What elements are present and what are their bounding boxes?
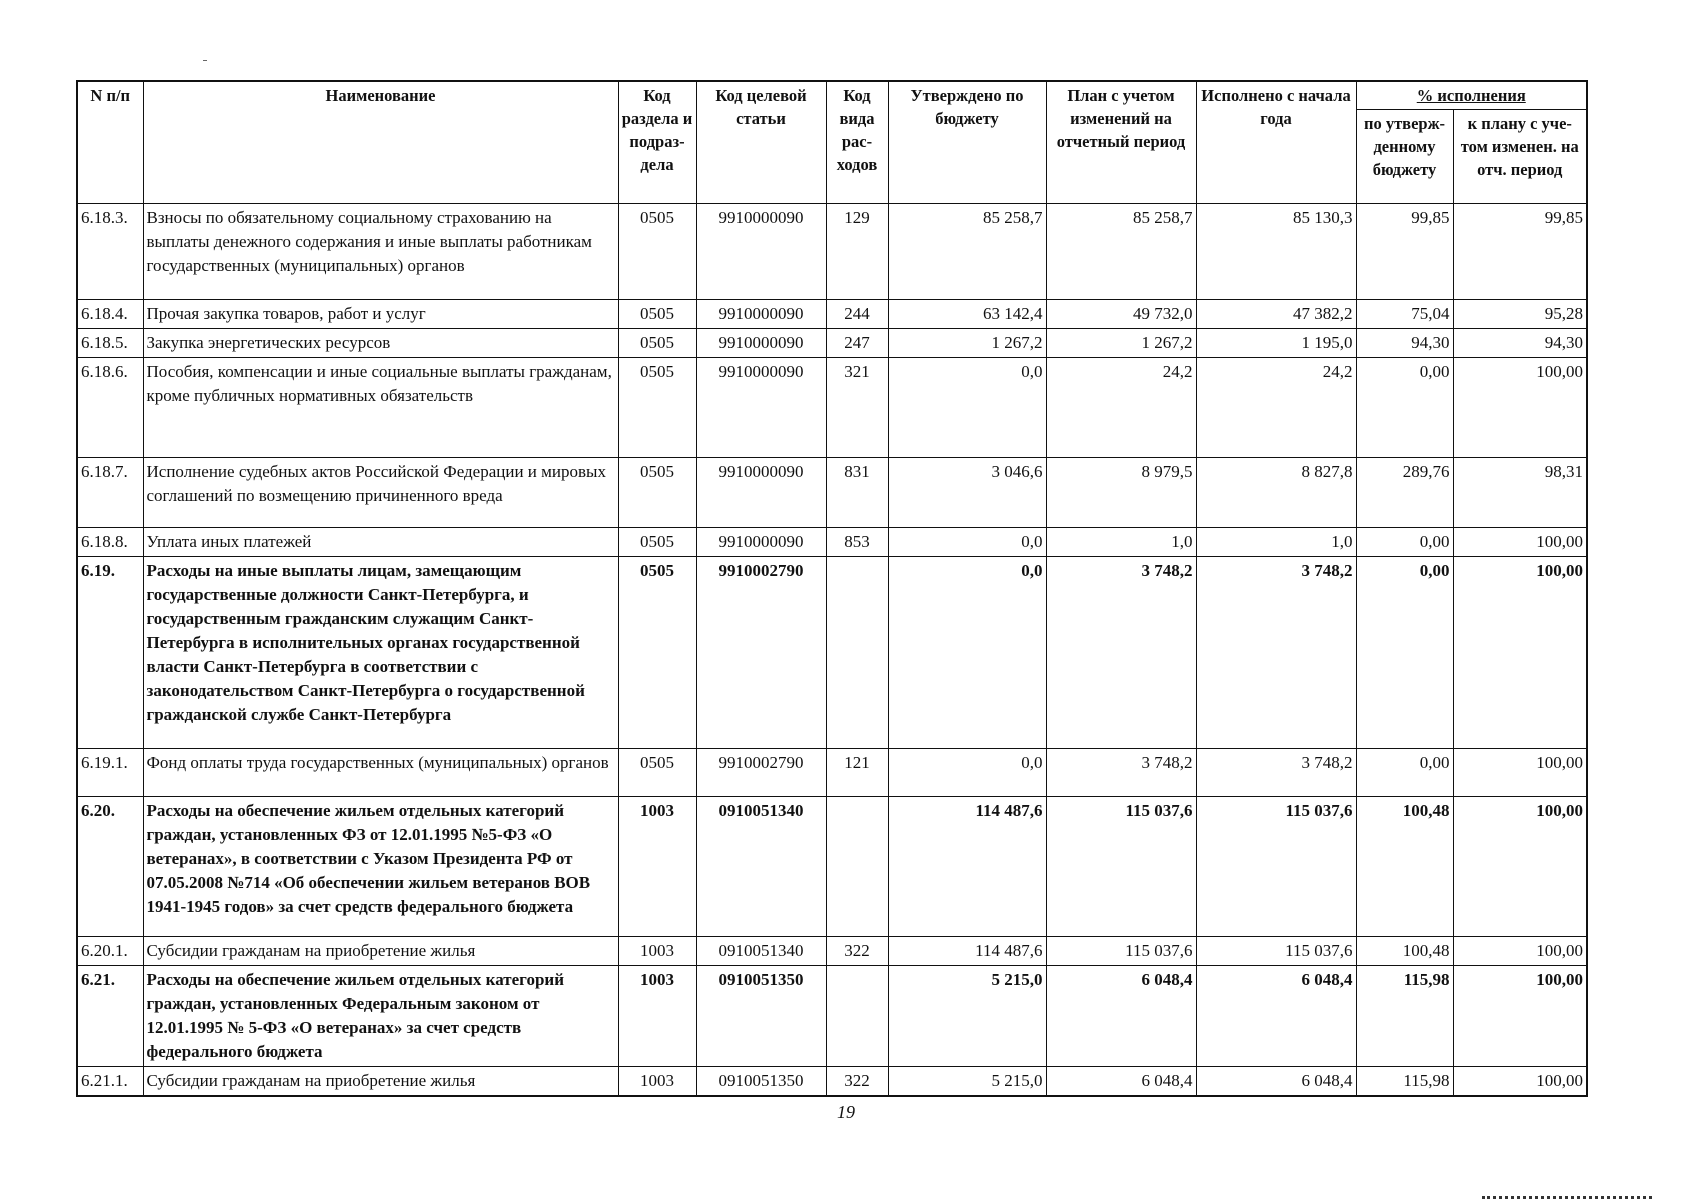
cell-plan: 1,0 [1046, 528, 1196, 557]
table-row [77, 749, 1587, 797]
cell-approved: 114 487,6 [888, 937, 1046, 966]
cell-expense-code [826, 797, 888, 937]
header-n: N п/п [77, 81, 143, 204]
cell-approved: 85 258,7 [888, 204, 1046, 300]
cell-plan: 3 748,2 [1046, 749, 1196, 797]
cell-target-code: 9910000090 [696, 528, 826, 557]
cell-target-code: 9910002790 [696, 749, 826, 797]
cell-plan: 24,2 [1046, 358, 1196, 458]
cell-approved: 3 046,6 [888, 458, 1046, 528]
cell-plan: 115 037,6 [1046, 937, 1196, 966]
cell-section-code: 1003 [618, 1067, 696, 1097]
page-number: 19 [837, 1102, 855, 1122]
cell-pct-approved: 75,04 [1356, 300, 1453, 329]
cell-expense-code: 853 [826, 528, 888, 557]
cell-pct-approved: 115,98 [1356, 966, 1453, 1067]
cell-expense-code: 321 [826, 358, 888, 458]
cell-name: Расходы на обеспечение жильем отдельных категорий граждан, установленных Федеральным законом от 12.01.1995 № 5-ФЗ «О ветеранах» за счет средств федерального бюджета [143, 966, 618, 1067]
cell-executed: 8 827,8 [1196, 458, 1356, 528]
cell-approved: 63 142,4 [888, 300, 1046, 329]
cell-n: 6.20.1. [77, 937, 143, 966]
cell-expense-code: 322 [826, 1067, 888, 1097]
cell-pct-approved: 0,00 [1356, 528, 1453, 557]
table-row [77, 358, 1587, 458]
cell-n: 6.18.4. [77, 300, 143, 329]
cell-plan: 85 258,7 [1046, 204, 1196, 300]
cell-pct-approved: 100,48 [1356, 797, 1453, 937]
cell-executed: 6 048,4 [1196, 1067, 1356, 1097]
cell-pct-plan: 100,00 [1453, 966, 1587, 1067]
cell-pct-plan: 100,00 [1453, 937, 1587, 966]
cell-name: Уплата иных платежей [143, 528, 618, 557]
cell-name: Пособия, компенсации и иные социальные выплаты гражданам, кроме публичных нормативных обязательств [143, 358, 618, 458]
table-row [77, 797, 1587, 937]
cell-name: Взносы по обязательному социальному страхованию на выплаты денежного содержания и иные выплаты работникам государственных (муниципальных) органов [143, 204, 618, 300]
cell-name: Расходы на иные выплаты лицам, замещающим государственные должности Санкт-Петербурга, и государственным гражданским служащим Санкт-Петербурга в исполнительных органах государственной власти Санкт-Петербурга в соответствии с законодательством Санкт-Петербурга о государственной гражданской службе Санкт-Петербурга [143, 557, 618, 749]
cell-n: 6.21.1. [77, 1067, 143, 1097]
cell-executed: 6 048,4 [1196, 966, 1356, 1067]
cell-name: Прочая закупка товаров, работ и услуг [143, 300, 618, 329]
cell-pct-plan: 94,30 [1453, 329, 1587, 358]
cell-pct-plan: 98,31 [1453, 458, 1587, 528]
cell-executed: 1,0 [1196, 528, 1356, 557]
header-plan: План с учетом изменений на отчетный период [1046, 81, 1196, 204]
cell-executed: 3 748,2 [1196, 557, 1356, 749]
header-approved: Утверждено по бюджету [888, 81, 1046, 204]
cell-n: 6.18.7. [77, 458, 143, 528]
cell-pct-approved: 100,48 [1356, 937, 1453, 966]
cell-expense-code [826, 966, 888, 1067]
cell-approved: 0,0 [888, 528, 1046, 557]
cell-pct-plan: 100,00 [1453, 1067, 1587, 1097]
cell-target-code: 0910051350 [696, 1067, 826, 1097]
scan-speck [203, 60, 207, 61]
header-pct-approved: по утверж-денному бюджету [1356, 110, 1453, 204]
header-target-code: Код целевой статьи [696, 81, 826, 204]
cell-target-code: 0910051340 [696, 797, 826, 937]
cell-pct-approved: 94,30 [1356, 329, 1453, 358]
cell-approved: 5 215,0 [888, 966, 1046, 1067]
cell-target-code: 9910000090 [696, 358, 826, 458]
budget-execution-table [76, 80, 1588, 1097]
cell-executed: 115 037,6 [1196, 937, 1356, 966]
cell-pct-plan: 100,00 [1453, 528, 1587, 557]
cell-executed: 3 748,2 [1196, 749, 1356, 797]
cell-plan: 1 267,2 [1046, 329, 1196, 358]
cell-n: 6.20. [77, 797, 143, 937]
table-row [77, 966, 1587, 1067]
cell-executed: 85 130,3 [1196, 204, 1356, 300]
header-pct-plan: к плану с уче-том изменен. на отч. период [1453, 110, 1587, 204]
cell-approved: 5 215,0 [888, 1067, 1046, 1097]
cell-plan: 115 037,6 [1046, 797, 1196, 937]
table-row [77, 458, 1587, 528]
cell-section-code: 0505 [618, 300, 696, 329]
cell-approved: 0,0 [888, 749, 1046, 797]
cell-expense-code: 121 [826, 749, 888, 797]
table-row [77, 937, 1587, 966]
table-row [77, 528, 1587, 557]
table-row [77, 1067, 1587, 1097]
cell-pct-approved: 0,00 [1356, 557, 1453, 749]
cell-approved: 0,0 [888, 557, 1046, 749]
cell-section-code: 0505 [618, 528, 696, 557]
cell-expense-code [826, 557, 888, 749]
cell-n: 6.21. [77, 966, 143, 1067]
cell-n: 6.19. [77, 557, 143, 749]
cell-pct-approved: 0,00 [1356, 358, 1453, 458]
cell-approved: 1 267,2 [888, 329, 1046, 358]
cell-executed: 115 037,6 [1196, 797, 1356, 937]
cell-pct-approved: 289,76 [1356, 458, 1453, 528]
cell-section-code: 0505 [618, 358, 696, 458]
cell-target-code: 0910051350 [696, 966, 826, 1067]
report-sheet [76, 80, 1586, 1097]
cell-executed: 24,2 [1196, 358, 1356, 458]
cell-name: Расходы на обеспечение жильем отдельных категорий граждан, установленных ФЗ от 12.01.1995 №5-ФЗ «О ветеранах», в соответствии с Указом Президента РФ от 07.05.2008 №714 «Об обеспечении жильем ветеранов ВОВ 1941-1945 годов» за счет средств федерального бюджета [143, 797, 618, 937]
cell-section-code: 0505 [618, 458, 696, 528]
cell-pct-plan: 95,28 [1453, 300, 1587, 329]
cell-expense-code: 831 [826, 458, 888, 528]
cell-name: Фонд оплаты труда государственных (муниципальных) органов [143, 749, 618, 797]
table-row [77, 204, 1587, 300]
cell-n: 6.18.8. [77, 528, 143, 557]
cell-approved: 114 487,6 [888, 797, 1046, 937]
cell-target-code: 0910051340 [696, 937, 826, 966]
cell-plan: 3 748,2 [1046, 557, 1196, 749]
cell-expense-code: 129 [826, 204, 888, 300]
cell-n: 6.19.1. [77, 749, 143, 797]
cell-expense-code: 247 [826, 329, 888, 358]
header-section-code: Код раздела и подраз-дела [618, 81, 696, 204]
cell-target-code: 9910000090 [696, 300, 826, 329]
table-row [77, 329, 1587, 358]
cell-section-code: 0505 [618, 749, 696, 797]
cell-n: 6.18.5. [77, 329, 143, 358]
cell-pct-approved: 0,00 [1356, 749, 1453, 797]
cell-expense-code: 244 [826, 300, 888, 329]
cell-section-code: 1003 [618, 797, 696, 937]
cell-executed: 1 195,0 [1196, 329, 1356, 358]
cell-pct-plan: 100,00 [1453, 358, 1587, 458]
cell-executed: 47 382,2 [1196, 300, 1356, 329]
table-row [77, 557, 1587, 749]
header-executed: Исполнено с начала года [1196, 81, 1356, 204]
cell-pct-approved: 115,98 [1356, 1067, 1453, 1097]
cell-pct-plan: 100,00 [1453, 557, 1587, 749]
cell-expense-code: 322 [826, 937, 888, 966]
cell-pct-approved: 99,85 [1356, 204, 1453, 300]
cell-n: 6.18.3. [77, 204, 143, 300]
cell-target-code: 9910000090 [696, 204, 826, 300]
cell-name: Исполнение судебных актов Российской Федерации и мировых соглашений по возмещению причиненного вреда [143, 458, 618, 528]
cell-name: Субсидии гражданам на приобретение жилья [143, 1067, 618, 1097]
cell-target-code: 9910002790 [696, 557, 826, 749]
cell-section-code: 0505 [618, 204, 696, 300]
cell-target-code: 9910000090 [696, 458, 826, 528]
cell-plan: 8 979,5 [1046, 458, 1196, 528]
cell-plan: 6 048,4 [1046, 966, 1196, 1067]
cell-approved: 0,0 [888, 358, 1046, 458]
scan-artifact [1482, 1196, 1652, 1202]
cell-section-code: 1003 [618, 966, 696, 1067]
cell-section-code: 0505 [618, 557, 696, 749]
cell-n: 6.18.6. [77, 358, 143, 458]
cell-section-code: 1003 [618, 937, 696, 966]
cell-pct-plan: 100,00 [1453, 797, 1587, 937]
header-expense-code: Код вида рас-ходов [826, 81, 888, 204]
cell-pct-plan: 100,00 [1453, 749, 1587, 797]
table-body [77, 204, 1587, 1097]
cell-pct-plan: 99,85 [1453, 204, 1587, 300]
cell-plan: 6 048,4 [1046, 1067, 1196, 1097]
cell-name: Закупка энергетических ресурсов [143, 329, 618, 358]
header-percent-group: % исполнения [1356, 81, 1587, 110]
cell-plan: 49 732,0 [1046, 300, 1196, 329]
table-row [77, 300, 1587, 329]
cell-section-code: 0505 [618, 329, 696, 358]
header-name: Наименование [143, 81, 618, 204]
cell-name: Субсидии гражданам на приобретение жилья [143, 937, 618, 966]
cell-target-code: 9910000090 [696, 329, 826, 358]
